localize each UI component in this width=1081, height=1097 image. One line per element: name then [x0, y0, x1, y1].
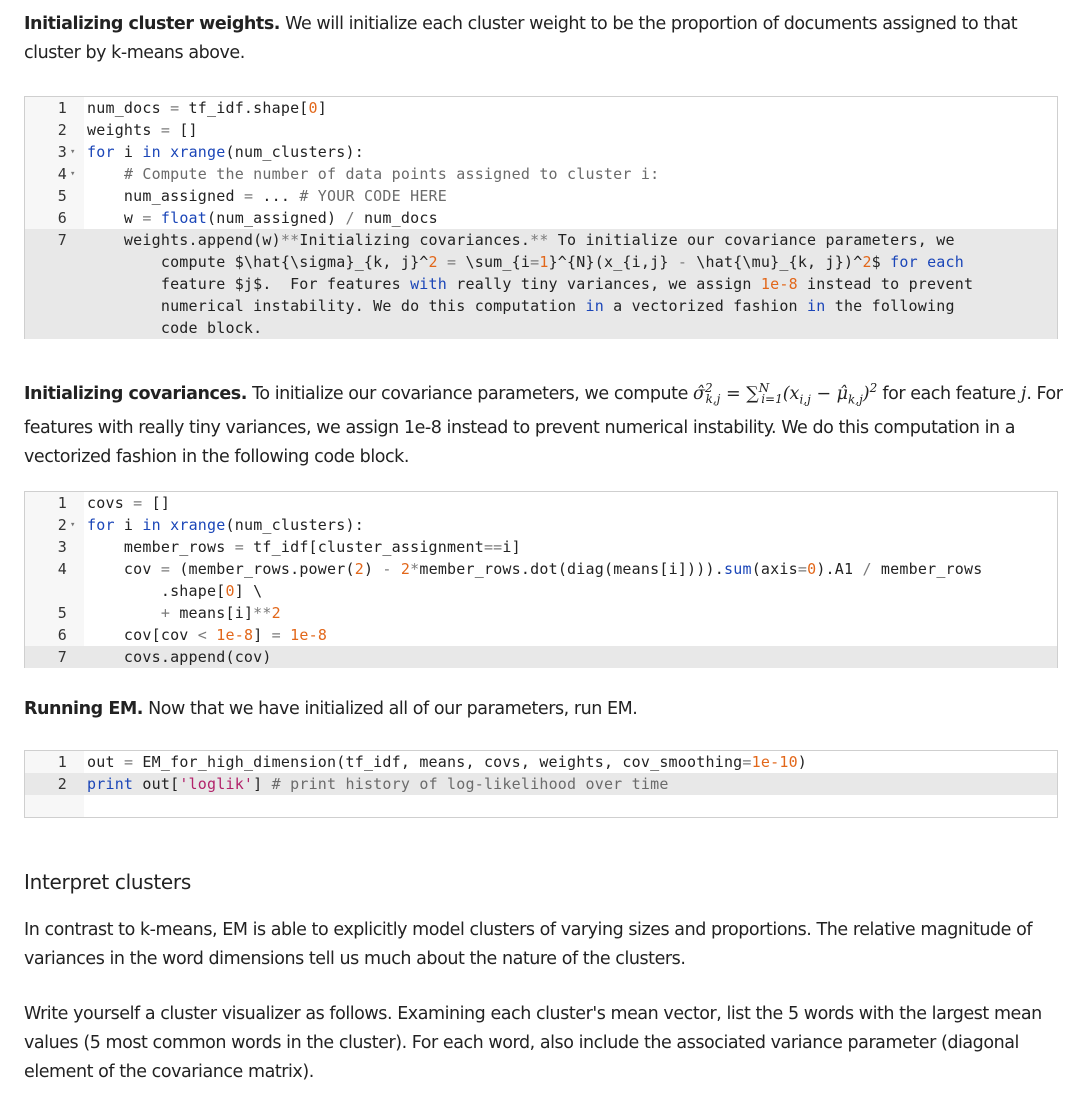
line-number: 3 — [57, 538, 67, 556]
code-line[interactable] — [25, 602, 1057, 624]
code-text[interactable]: cov = (member_rows.power(2) - 2*member_rows.dot(diag(means[i]))).sum(axis=0).A1 / member_rows .shape[0] \ — [87, 560, 983, 600]
code-editor[interactable] — [25, 492, 1057, 668]
code-line[interactable] — [25, 207, 1057, 229]
code-text[interactable]: covs.append(cov) — [87, 648, 272, 666]
covariance-paragraph — [24, 374, 1064, 472]
formula-sum: ∑ — [746, 383, 759, 404]
line-number: 6 — [57, 209, 67, 227]
line-number: 7 — [57, 648, 67, 666]
formula-x-sub: i,j — [799, 392, 811, 407]
code-editor[interactable] — [25, 751, 1057, 795]
code-text[interactable]: cov[cov < 1e-8] = 1e-8 — [87, 626, 328, 644]
covariance-text-mid: for each feature — [877, 383, 1021, 404]
code-line[interactable] — [25, 646, 1057, 668]
line-number: 3 — [57, 143, 67, 161]
code-cell-weights[interactable] — [24, 96, 1058, 339]
formula-sigma-sup: 2 — [704, 381, 713, 395]
formula-close-sup: 2 — [869, 381, 878, 395]
covariance-text-start: To initialize our covariance parameters, we compute — [246, 383, 693, 404]
weights-intro-paragraph — [24, 10, 1064, 68]
line-number: 1 — [57, 99, 67, 117]
formula-mu-hat: − μ̂ — [810, 383, 848, 404]
code-line[interactable] — [25, 229, 1057, 339]
interpret-paragraph-2: Write yourself a cluster visualizer as follows. Examining each cluster's mean vector, list the 5 words with the largest mean values (5 most common words in the cluster). For each word, also include the associated variance parameter (diagonal element of the covariance matrix). — [24, 1004, 1042, 1082]
line-number: 4 — [57, 560, 67, 578]
code-line[interactable] — [25, 185, 1057, 207]
line-number: 2 — [57, 516, 67, 534]
covariance-j: j — [1020, 383, 1027, 404]
code-line[interactable] — [25, 163, 1057, 185]
code-text[interactable]: + means[i]**2 — [160, 604, 281, 622]
interpret-paragraph-1: In contrast to k-means, EM is able to explicitly model clusters of varying sizes and proportions. The relative magnitude of variances in the word dimensions tell us much about the nature of the clusters. — [24, 920, 1033, 969]
line-number: 1 — [57, 494, 67, 512]
line-number: 5 — [57, 604, 67, 622]
code-line[interactable] — [25, 492, 1057, 514]
covariance-text-end: . For features with really tiny variances, we assign 1e-8 instead to prevent numerical instability. We do this computation in a vectorized fashion in the following code block. — [24, 383, 1063, 468]
line-number: 4 — [57, 165, 67, 183]
code-line[interactable] — [25, 141, 1057, 163]
em-paragraph — [24, 695, 1064, 724]
em-text: Now that we have initialized all of our parameters, run EM. — [143, 699, 638, 719]
code-text[interactable]: for i in xrange(num_clusters): — [87, 143, 364, 161]
formula-equals: = — [720, 383, 747, 404]
line-number: 7 — [57, 231, 67, 249]
code-cell-run-em[interactable] — [24, 750, 1058, 818]
code-text[interactable]: member_rows = tf_idf[cluster_assignment==i] — [87, 538, 521, 556]
weights-text: We will initialize each cluster weight to be the proportion of documents assigned to that cluster by k-means above. — [24, 14, 1018, 63]
code-text[interactable]: num_docs = tf_idf.shape[0] — [87, 99, 328, 117]
code-line[interactable] — [25, 751, 1057, 773]
code-editor[interactable] — [25, 97, 1057, 339]
line-number: 6 — [57, 626, 67, 644]
code-text[interactable]: covs = [] — [87, 494, 171, 512]
line-number: 2 — [57, 121, 67, 139]
formula-mu-sub: k,j — [847, 392, 863, 407]
line-number: 2 — [57, 775, 67, 793]
code-line[interactable] — [25, 624, 1057, 646]
formula-sigma-sub: k,j — [705, 392, 721, 407]
fold-arrow-icon[interactable]: ▾ — [70, 169, 76, 179]
code-text[interactable]: for i in xrange(num_clusters): — [87, 516, 364, 534]
code-line[interactable] — [25, 514, 1057, 536]
code-line[interactable] — [25, 558, 1057, 602]
formula-x: (x — [782, 383, 800, 404]
interpret-heading: Interpret clusters — [24, 870, 191, 894]
code-text[interactable]: num_assigned = ... # YOUR CODE HERE — [87, 187, 448, 205]
code-line[interactable] — [25, 119, 1057, 141]
code-text[interactable]: weights.append(w)**Initializing covariances.** To initialize our covariance parameters, we compute $\hat{\sigma}_{k, j}^2 = \sum_{i=1}^{N}(x_{i,j} - \hat{\mu}_{k, j})^2$ for each feature $j$. For features with really tiny variances, we assign 1e-8 instead to prevent numerical instability. We do this computation in a vectorized fashion in the following code block. — [87, 231, 974, 337]
covariance-heading: Initializing covariances. — [24, 383, 247, 404]
code-text[interactable]: out = EM_for_high_dimension(tf_idf, means, covs, weights, cov_smoothing=1e-10) — [87, 753, 808, 771]
code-line[interactable] — [25, 773, 1057, 795]
weights-heading: Initializing cluster weights. — [24, 14, 281, 34]
code-text[interactable]: w = float(num_assigned) / num_docs — [87, 209, 438, 227]
fold-arrow-icon[interactable]: ▾ — [70, 147, 76, 157]
code-text[interactable]: print out['loglik'] # print history of log-likelihood over time — [87, 775, 669, 793]
formula-sigma-hat: σ̂ — [693, 383, 705, 404]
fold-arrow-icon[interactable]: ▾ — [70, 520, 76, 530]
formula-sum-sup: N — [758, 381, 770, 395]
em-heading: Running EM. — [24, 699, 143, 719]
code-line[interactable] — [25, 536, 1057, 558]
formula-close: ) — [862, 383, 870, 404]
line-number: 1 — [57, 753, 67, 771]
code-text[interactable]: # Compute the number of data points assigned to cluster i: — [123, 165, 660, 183]
formula-sum-sub: i=1 — [761, 392, 783, 407]
covariance-formula — [693, 381, 878, 407]
code-line[interactable] — [25, 97, 1057, 119]
line-number: 5 — [57, 187, 67, 205]
code-text[interactable]: weights = [] — [87, 121, 198, 139]
code-cell-covariances[interactable] — [24, 491, 1058, 668]
